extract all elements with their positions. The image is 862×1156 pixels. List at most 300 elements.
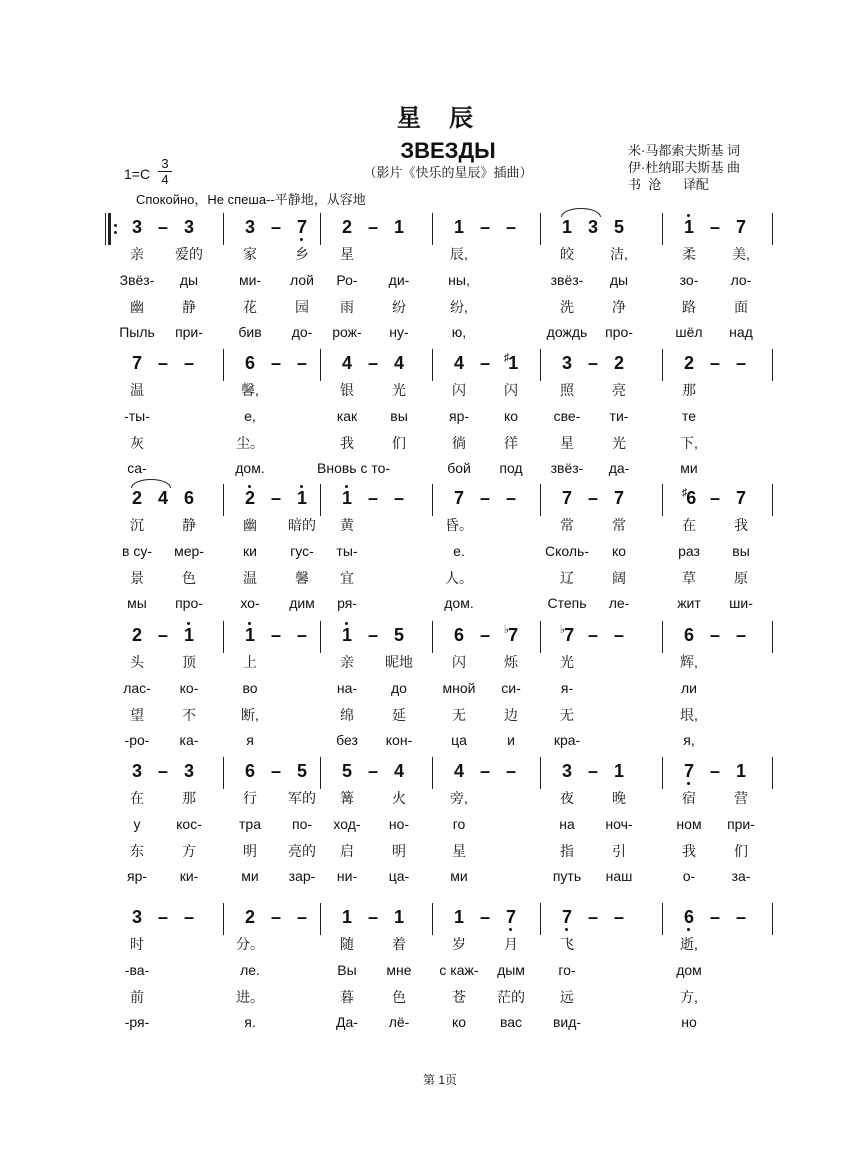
lyric-verse-3: 阔 [612, 570, 626, 586]
note-digit: 4 [453, 353, 464, 373]
lyric-verse-1: 篝 [340, 790, 354, 806]
lyric-verse-2: ди- [388, 272, 410, 288]
barline [662, 213, 663, 245]
barline [662, 349, 663, 381]
barline [432, 621, 433, 653]
lyric-verse-4: ки- [179, 868, 199, 884]
note-digit: – [270, 761, 281, 781]
note-digit: – [270, 907, 281, 927]
note-dash [726, 625, 756, 645]
note [726, 217, 756, 237]
barline [320, 213, 321, 245]
note-digit: – [183, 353, 194, 373]
note-digit: 4 [453, 761, 464, 781]
note-digit: 7 [735, 217, 746, 237]
note-dash [604, 907, 634, 927]
lyric-verse-4: ми [450, 868, 468, 884]
lyric-verse-2: ноч- [605, 816, 633, 832]
note-digit: 6 [453, 625, 464, 645]
note-digit: – [735, 625, 746, 645]
note-digit: – [479, 907, 490, 927]
note-digit: – [157, 761, 168, 781]
note-digit: – [183, 907, 194, 927]
lyric-verse-1: 烁 [504, 654, 518, 670]
lyric-verse-4: да- [608, 460, 630, 476]
lyric-verse-2: тра [239, 816, 261, 832]
page-number: 第 1页 [422, 1073, 457, 1087]
lyric-verse-2: но- [388, 816, 410, 832]
lyric-verse-2: си- [501, 680, 521, 696]
time-signature-bottom: 4 [158, 171, 172, 187]
lyric-verse-2: Звёз- [119, 272, 155, 288]
lyric-verse-4: ца [451, 732, 467, 748]
lyric-verse-3: 宜 [340, 570, 354, 586]
note-digit: 2 [244, 907, 255, 927]
lyric-verse-3: 无 [560, 707, 574, 723]
lyric-verse-1: 柔 [682, 246, 696, 262]
note-digit: 1 [183, 625, 194, 645]
lyric-verse-2: ко [503, 408, 519, 424]
lyric-verse-1: 辰, [450, 246, 468, 262]
note-digit: – [270, 625, 281, 645]
lyric-verse-1: 岁 [452, 936, 466, 952]
note-digit: 7 [131, 353, 142, 373]
lyric-verse-3: 尘。 [236, 435, 264, 451]
barline [540, 903, 541, 935]
lyric-verse-1: 馨, [241, 382, 259, 398]
lyric-verse-2: лас- [123, 680, 151, 696]
lyricist-credit: 米·马都索夫斯基 词 [628, 143, 740, 158]
barline [432, 213, 433, 245]
lyric-verse-2: е. [453, 543, 465, 559]
note-digit: – [613, 907, 624, 927]
lyric-verse-4: ни- [336, 868, 358, 884]
lyric-verse-2: на [559, 816, 575, 832]
note-digit: – [505, 217, 516, 237]
lyric-verse-1: 头 [130, 654, 144, 670]
lyric-verse-2: ко- [179, 680, 199, 696]
lyric-verse-2: ки [243, 543, 257, 559]
lyric-verse-3: 方, [680, 989, 698, 1005]
lyric-verse-3: 星 [560, 435, 574, 451]
lyric-verse-4: дим [289, 595, 315, 611]
note-digit: 6 [683, 907, 694, 927]
lyric-verse-3: 星 [452, 843, 466, 859]
note [384, 353, 414, 373]
lyric-verse-3: 延 [392, 707, 406, 723]
lyric-verse-4: ми [241, 868, 259, 884]
lyric-verse-4: звёз- [550, 460, 584, 476]
lyric-verse-4: дом. [444, 595, 474, 611]
lyric-verse-4: ца- [388, 868, 410, 884]
slur-tie [131, 479, 171, 488]
lyric-verse-2: дым [497, 962, 525, 978]
lyric-verse-2: го [452, 816, 466, 832]
lyric-verse-4: бой [447, 460, 471, 476]
note [384, 625, 414, 645]
song-title: 星 辰 [396, 103, 484, 132]
note [174, 488, 204, 508]
note [384, 907, 414, 927]
note [604, 353, 634, 373]
note-dash [287, 625, 317, 645]
note-digit: – [367, 353, 378, 373]
lyric-verse-1: 军的 [288, 790, 316, 806]
note-digit: 2 [131, 488, 142, 508]
lyric-verse-1: 昵地 [385, 654, 413, 670]
barline [540, 213, 541, 245]
lyric-verse-2: ли [681, 680, 697, 696]
russian-title: ЗВЕЗДЫ [400, 138, 496, 163]
note-digit: – [367, 488, 378, 508]
lyric-verse-1: 我 [734, 517, 748, 533]
barline [432, 903, 433, 935]
note-digit: 2 [683, 353, 694, 373]
lyric-verse-2: по- [291, 816, 313, 832]
note-digit: – [157, 625, 168, 645]
barline [772, 213, 773, 245]
lyric-verse-3: 方 [182, 843, 196, 859]
note-digit: 3 [183, 217, 194, 237]
note-digit: 2 [341, 217, 352, 237]
lyric-verse-1: 晚 [612, 790, 626, 806]
lyric-verse-1: 光 [560, 654, 574, 670]
note-digit: – [709, 761, 720, 781]
barline [540, 621, 541, 653]
repeat-bar [105, 213, 106, 245]
note-digit: 4 [157, 488, 168, 508]
translator-credit: 书 沧 译配 [628, 177, 709, 192]
lyric-verse-4: путь [552, 868, 582, 884]
lyric-verse-1: 黄 [340, 517, 354, 533]
barline [540, 757, 541, 789]
note-digit: 1 [296, 488, 307, 508]
lyric-verse-2: с каж- [439, 962, 479, 978]
barline [662, 484, 663, 516]
note-digit: – [479, 217, 490, 237]
slur-tie [561, 208, 601, 217]
barline [223, 349, 224, 381]
lyric-verse-1: 温 [130, 382, 144, 398]
lyric-verse-3: 垠, [680, 707, 698, 723]
lyric-verse-1: 美, [732, 246, 750, 262]
tempo-marking: Спокойно，Не спеша--平静地，从容地 [136, 192, 366, 207]
note-digit: 1 [244, 625, 255, 645]
subtitle: （影片《快乐的星辰》插曲） [363, 165, 533, 180]
note-digit: – [157, 907, 168, 927]
lyric-verse-1: 常 [612, 517, 626, 533]
note-digit: – [479, 488, 490, 508]
lyric-verse-4: вид- [552, 1014, 582, 1030]
note-digit: 6 [183, 488, 194, 508]
barline [432, 349, 433, 381]
note-digit: – [587, 625, 598, 645]
note-digit: – [505, 488, 516, 508]
lyric-verse-2: я- [560, 680, 574, 696]
note-digit: – [709, 907, 720, 927]
note-digit: – [735, 907, 746, 927]
lyric-verse-2: на- [336, 680, 358, 696]
lyric-verse-4: рож- [332, 324, 362, 340]
note-digit: – [479, 625, 490, 645]
lyric-verse-1: 分。 [236, 936, 264, 952]
note-digit: – [367, 907, 378, 927]
lyric-verse-1: 常 [560, 517, 574, 533]
lyric-verse-4: мы [127, 595, 147, 611]
barline [223, 213, 224, 245]
note-digit: 4 [393, 761, 404, 781]
lyric-verse-3: 下, [680, 435, 698, 451]
lyric-verse-2: Сколь- [545, 543, 589, 559]
lyric-verse-3: 路 [682, 299, 696, 315]
lyric-verse-4: ми [680, 460, 698, 476]
lyric-verse-1: 银 [340, 382, 354, 398]
note-dash [287, 353, 317, 373]
lyric-verse-3: 辽 [560, 570, 574, 586]
lyric-verse-4: са- [127, 460, 147, 476]
note-digit: 6 [244, 761, 255, 781]
lyric-verse-4: но [681, 1014, 697, 1030]
lyric-verse-3: 人。 [445, 570, 473, 586]
lyric-verse-4: -ря- [124, 1014, 150, 1030]
barline [223, 621, 224, 653]
lyric-verse-3: 景 [130, 570, 144, 586]
note-digit: – [479, 353, 490, 373]
lyric-verse-2: ды [609, 272, 629, 288]
lyric-verse-4: и [507, 732, 515, 748]
lyric-verse-2: раз [678, 543, 700, 559]
lyric-verse-2: мер- [174, 543, 204, 559]
lyric-verse-3: 边 [504, 707, 518, 723]
lyric-verse-1: 飞 [560, 936, 574, 952]
barline [320, 349, 321, 381]
barline [540, 349, 541, 381]
note-digit: 1 [341, 907, 352, 927]
lyric-verse-1: 着 [392, 936, 406, 952]
lyric-verse-1: 旁, [450, 790, 468, 806]
lyric-verse-4: ле- [608, 595, 630, 611]
lyric-verse-1: 在 [682, 517, 696, 533]
lyric-verse-2: ми- [238, 272, 262, 288]
note-digit: 7 [561, 907, 572, 927]
lyric-verse-4: над [729, 324, 753, 340]
note-digit: 1 [453, 217, 464, 237]
lyric-verse-2: как [336, 408, 358, 424]
note-digit: 4 [341, 353, 352, 373]
lyric-verse-3: 幽 [130, 299, 144, 315]
note-digit: – [709, 353, 720, 373]
lyric-verse-2: све- [553, 408, 581, 424]
note-digit: 1 [341, 625, 352, 645]
note-digit: 7 [564, 625, 575, 645]
barline [540, 484, 541, 516]
barline [320, 757, 321, 789]
note [174, 761, 204, 781]
note [384, 217, 414, 237]
note [174, 217, 204, 237]
lyric-verse-2: кос- [176, 816, 202, 832]
note [287, 217, 317, 237]
lyric-verse-4: до- [291, 324, 313, 340]
note-digit: 5 [296, 761, 307, 781]
note-digit: 7 [508, 625, 519, 645]
accidental-flat: ♭ [503, 624, 510, 636]
lyric-verse-1: 暗的 [288, 517, 316, 533]
lyric-verse-1: 营 [734, 790, 748, 806]
note-digit: 4 [393, 353, 404, 373]
accidental-sharp: ♯ [503, 352, 510, 364]
key-signature: 1=C [124, 166, 151, 182]
lyric-verse-1: 幽 [243, 517, 257, 533]
lyric-verse-3: 花 [243, 299, 257, 315]
lyric-verse-2: лой [290, 272, 314, 288]
lyric-verse-2: вы [390, 408, 408, 424]
lyric-verse-1: 夜 [560, 790, 574, 806]
lyric-verse-4: без [336, 732, 358, 748]
lyric-verse-2: ды [179, 272, 199, 288]
lyric-verse-2: мной [442, 680, 476, 696]
lyric-verse-2: яр- [448, 408, 470, 424]
lyric-verse-4: ши- [729, 595, 753, 611]
accidental-sharp: ♯ [681, 487, 688, 499]
note-digit: 1 [341, 488, 352, 508]
note-digit: 6 [683, 625, 694, 645]
note [604, 217, 634, 237]
lyric-verse-2: дом [676, 962, 702, 978]
note-dash [287, 907, 317, 927]
barline [320, 484, 321, 516]
note-digit: – [296, 625, 307, 645]
lyric-verse-3: 原 [734, 570, 748, 586]
lyric-verse-2: до [391, 680, 407, 696]
note-digit: 1 [561, 217, 572, 237]
barline [662, 903, 663, 935]
note-digit: 1 [683, 217, 694, 237]
time-signature [158, 156, 172, 187]
lyric-verse-3: 徉 [504, 435, 518, 451]
note-digit: 3 [561, 353, 572, 373]
lyric-verse-3: 草 [682, 570, 696, 586]
lyric-verse-1: 乡 [295, 246, 309, 262]
lyric-verse-4: при- [175, 324, 203, 340]
lyric-verse-3: 无 [452, 707, 466, 723]
lyric-verse-3: 明 [243, 843, 257, 859]
lyric-verse-2: ход- [333, 816, 361, 832]
note-digit: – [587, 353, 598, 373]
lyric-verse-1: 那 [682, 382, 696, 398]
lyric-verse-2: зо- [679, 272, 699, 288]
lyric-verse-3: 我 [340, 435, 354, 451]
lyric-verse-3: 启 [340, 843, 354, 859]
barline [772, 484, 773, 516]
note-digit: 3 [587, 217, 598, 237]
lyric-verse-4: вас [499, 1014, 523, 1030]
lyric-verse-3: 徜 [452, 435, 466, 451]
note [174, 625, 204, 645]
note-digit: 7 [613, 488, 624, 508]
accidental-flat: ♭ [559, 624, 566, 636]
note-digit: 3 [131, 907, 142, 927]
note-digit: – [709, 488, 720, 508]
note-digit: 3 [561, 761, 572, 781]
note-digit: – [709, 625, 720, 645]
lyric-verse-4: Да- [336, 1014, 358, 1030]
note-dash [726, 353, 756, 373]
lyric-verse-3: 我 [682, 843, 696, 859]
lyric-verse-2: при- [727, 816, 755, 832]
note-digit: 7 [453, 488, 464, 508]
lyric-verse-4: лё- [388, 1014, 410, 1030]
note-digit: 5 [341, 761, 352, 781]
note-digit: – [367, 625, 378, 645]
lyric-verse-1: 火 [392, 790, 406, 806]
lyric-verse-4: наш [605, 868, 633, 884]
note [604, 488, 634, 508]
lyric-verse-1: 照 [560, 382, 574, 398]
lyric-verse-2: в су- [122, 543, 152, 559]
note-digit: 1 [393, 217, 404, 237]
note-digit: – [296, 353, 307, 373]
lyric-verse-2: Ро- [336, 272, 358, 288]
note-digit: – [270, 488, 281, 508]
note [726, 488, 756, 508]
note-digit: – [587, 761, 598, 781]
lyric-verse-1: 时 [130, 936, 144, 952]
note-digit: – [270, 217, 281, 237]
barline [772, 621, 773, 653]
credits [628, 142, 740, 193]
lyric-verse-3: 暮 [340, 989, 354, 1005]
barline [772, 903, 773, 935]
note-digit: 3 [183, 761, 194, 781]
lyric-verse-3: 静 [182, 299, 196, 315]
lyric-verse-1: 沉 [130, 517, 144, 533]
note-digit: 7 [505, 907, 516, 927]
lyric-verse-4: шёл [675, 324, 703, 340]
note-digit: – [709, 217, 720, 237]
lyric-verse-4: ко [451, 1014, 467, 1030]
lyric-verse-3: 不 [182, 707, 196, 723]
note-digit: 3 [244, 217, 255, 237]
repeat-bar [108, 213, 111, 245]
barline [662, 621, 663, 653]
lyric-verse-4: ря- [337, 595, 357, 611]
note-digit: 6 [244, 353, 255, 373]
note-digit: – [367, 761, 378, 781]
lyric-verse-4: о- [682, 868, 696, 884]
lyric-verse-2: у [133, 816, 141, 832]
note-dash [496, 761, 526, 781]
lyric-verse-2: ны, [448, 272, 470, 288]
lyric-verse-2: Вы [337, 962, 357, 978]
lyric-verse-3: 们 [392, 435, 406, 451]
lyric-verse-3: 断, [241, 707, 259, 723]
lyric-verse-4: за- [731, 868, 751, 884]
lyric-verse-1: 洁, [610, 246, 628, 262]
note-digit: – [393, 488, 404, 508]
lyric-verse-4: ка- [179, 732, 199, 748]
lyric-verse-1: 闪 [504, 382, 518, 398]
lyric-verse-2: гус- [290, 543, 314, 559]
lyric-verse-1: 在 [130, 790, 144, 806]
note-digit: 2 [131, 625, 142, 645]
lyric-verse-4: бив [238, 324, 262, 340]
lyric-verse-3: 引 [612, 843, 626, 859]
lyric-verse-3: 们 [734, 843, 748, 859]
barline [772, 757, 773, 789]
note [496, 353, 526, 373]
lyric-verse-3: 温 [243, 570, 257, 586]
